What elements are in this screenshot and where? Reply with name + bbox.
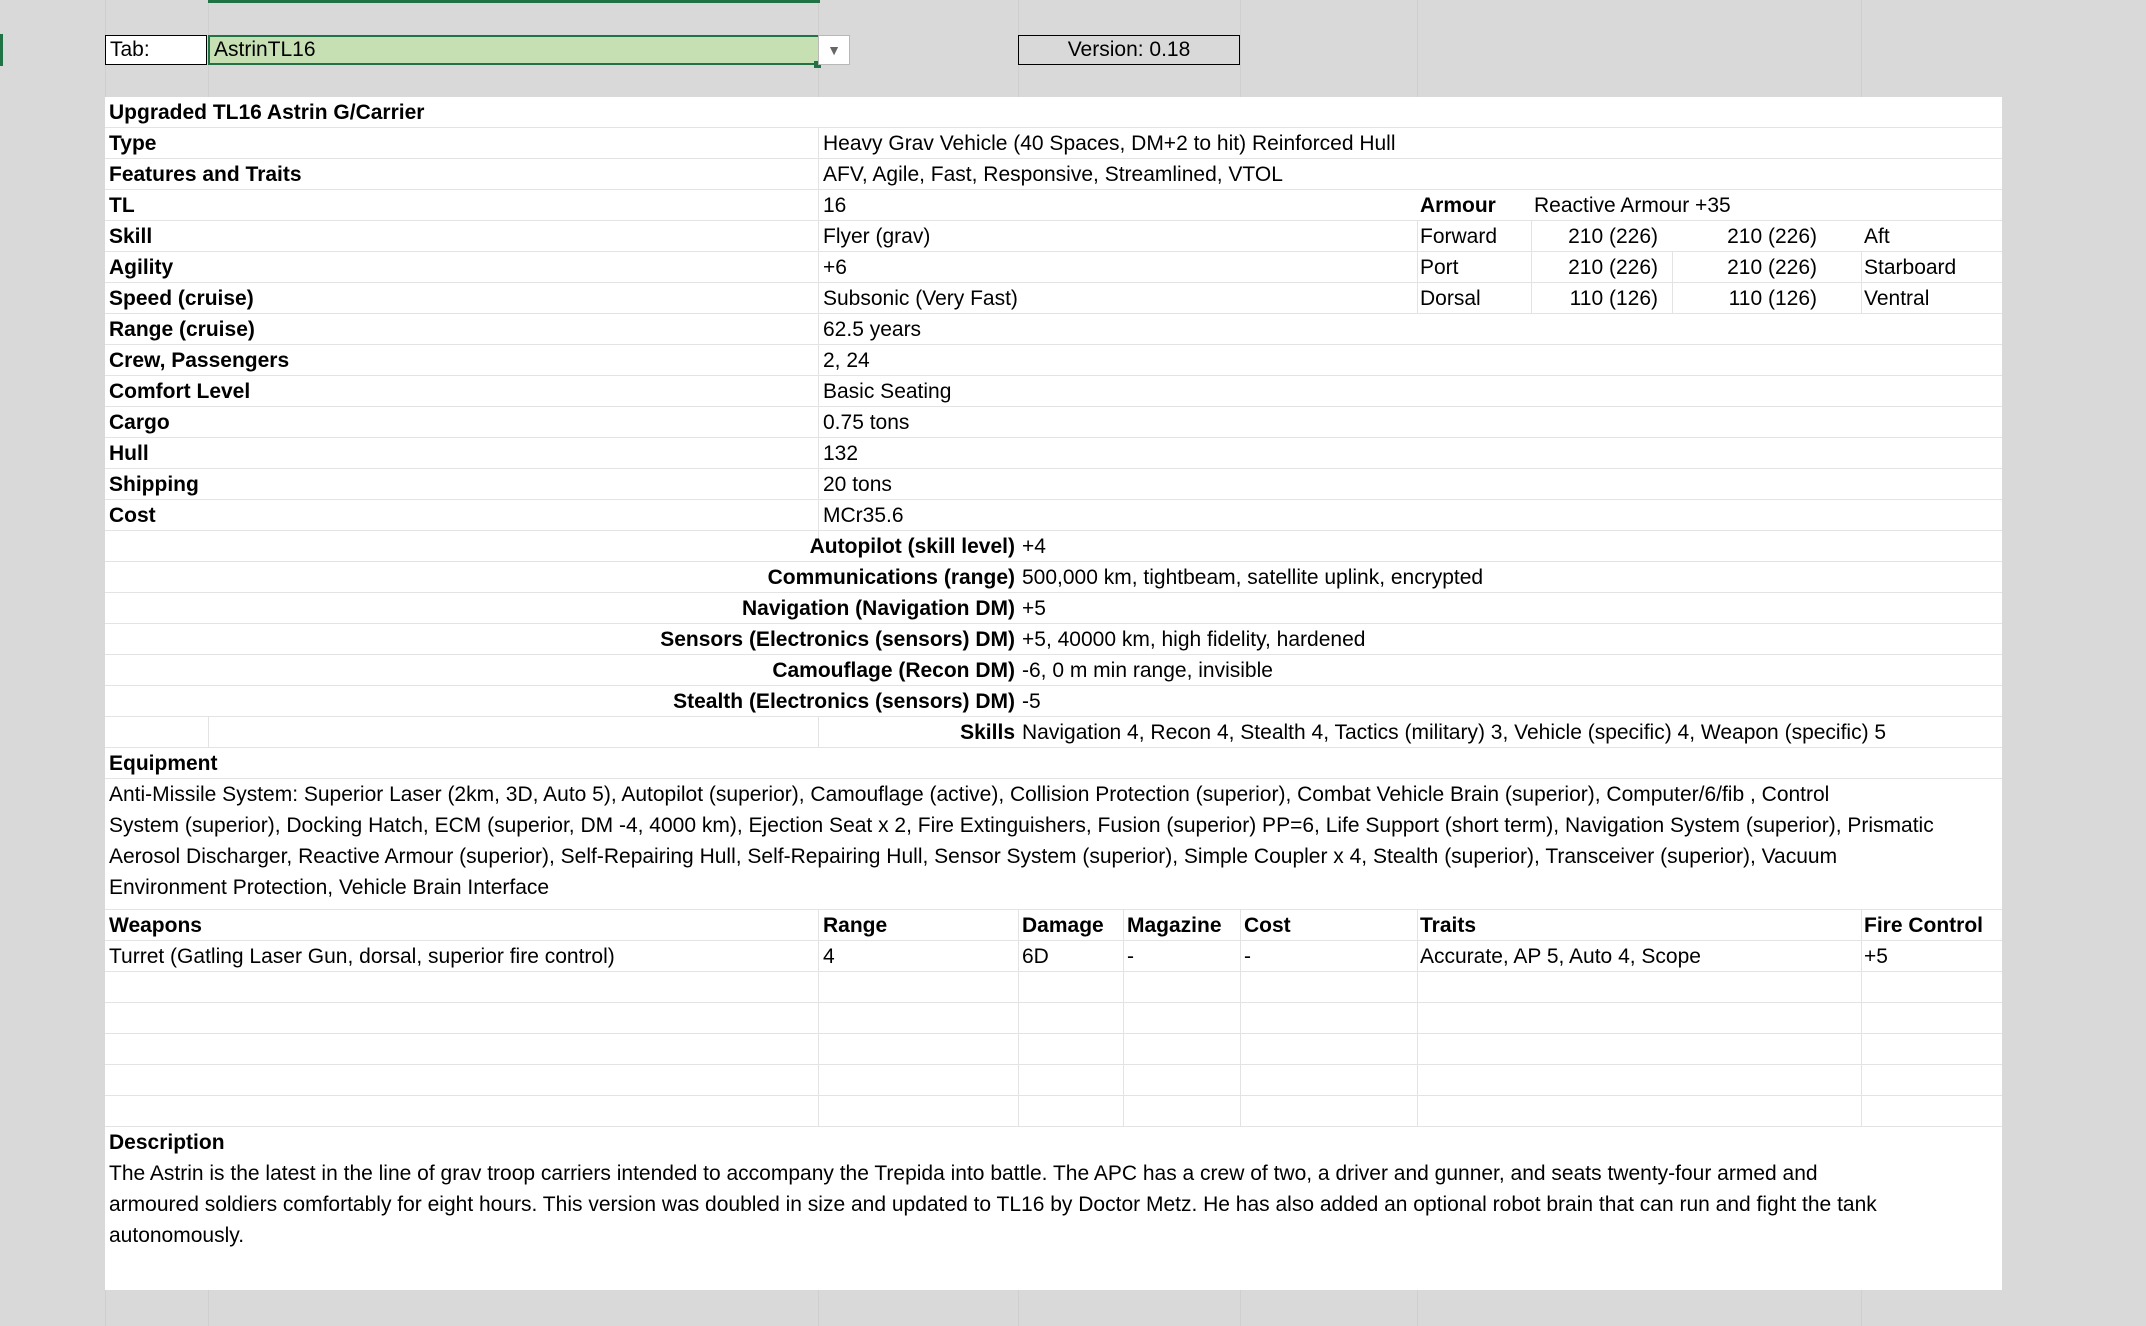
stat-label-cost: Cost (109, 504, 156, 527)
system-label-skills: Skills (960, 721, 1015, 744)
stat-label-crew: Crew, Passengers (109, 349, 290, 372)
tab-select-cell[interactable]: AstrinTL16 (208, 35, 820, 65)
description-line: The Astrin is the latest in the line of grav troop carriers intended to accompany the Trepida into battle. The APC has a crew of two, a driver and gunner, and seats twenty-four armed and (109, 1162, 1818, 1185)
stat-value-speed: Subsonic (Very Fast) (823, 287, 1018, 310)
tab-label: Tab: (105, 35, 207, 65)
vehicle-title: Upgraded TL16 Astrin G/Carrier (109, 101, 425, 124)
system-value-skills: Navigation 4, Recon 4, Stealth 4, Tactics (military) 3, Vehicle (specific) 4, Weapon (specific) 5 (1022, 721, 1887, 744)
stat-value-comfort: Basic Seating (823, 380, 952, 403)
system-label-autopilot: Autopilot (skill level) (809, 535, 1015, 558)
stat-value-cost: MCr35.6 (823, 504, 904, 527)
armour-value-b: 210 (226) (1727, 225, 1817, 248)
equipment-line: System (superior), Docking Hatch, ECM (superior, DM -4, 4000 km), Ejection Seat x 2, Fire Extinguishers, Fusion (superior) PP=6, Life Support (short term), Navigation System (superior), Prismatic (109, 814, 1934, 837)
stat-value-tl: 16 (823, 194, 847, 217)
weapon-damage: 6D (1022, 945, 1049, 968)
armour-value: Reactive Armour +35 (1534, 194, 1731, 217)
stat-label-tl: TL (109, 194, 135, 217)
armour-value-a: 210 (226) (1568, 225, 1658, 248)
weapon-name: Turret (Gatling Laser Gun, dorsal, superior fire control) (109, 945, 615, 968)
armour-facing-left: Forward (1420, 225, 1498, 248)
weapon-cost: - (1244, 945, 1251, 968)
system-value-communications: 500,000 km, tightbeam, satellite uplink, encrypted (1022, 566, 1484, 589)
stat-value-skill: Flyer (grav) (823, 225, 931, 248)
weapon-fire-control: +5 (1864, 945, 1888, 968)
weapons-header-traits: Traits (1420, 914, 1477, 937)
stat-label-type: Type (109, 132, 157, 155)
stat-value-agility: +6 (823, 256, 847, 279)
description-heading: Description (109, 1131, 225, 1154)
stat-label-speed: Speed (cruise) (109, 287, 254, 310)
stat-label-agility: Agility (109, 256, 174, 279)
armour-facing-left: Port (1420, 256, 1459, 279)
armour-value-a: 110 (126) (1569, 287, 1658, 310)
stat-label-skill: Skill (109, 225, 153, 248)
stat-label-shipping: Shipping (109, 473, 199, 496)
active-row-indicator (0, 34, 3, 66)
armour-label: Armour (1420, 194, 1496, 217)
system-label-navigation: Navigation (Navigation DM) (741, 597, 1015, 620)
stat-label-features: Features and Traits (109, 163, 302, 186)
stat-label-range: Range (cruise) (109, 318, 255, 341)
weapons-header-damage: Damage (1022, 914, 1104, 937)
armour-facing-right: Starboard (1864, 256, 1957, 279)
stat-label-comfort: Comfort Level (109, 380, 251, 403)
system-label-camouflage: Camouflage (Recon DM) (772, 659, 1015, 682)
weapon-range: 4 (823, 945, 835, 968)
weapons-header-fire-control: Fire Control (1864, 914, 1983, 937)
stat-value-type: Heavy Grav Vehicle (40 Spaces, DM+2 to hit) Reinforced Hull (823, 132, 1396, 155)
weapon-magazine: - (1127, 945, 1134, 968)
chevron-down-icon: ▼ (827, 42, 841, 58)
system-value-autopilot: +4 (1022, 535, 1046, 558)
system-value-stealth: -5 (1022, 690, 1041, 713)
equipment-heading: Equipment (109, 752, 218, 775)
equipment-line: Aerosol Discharger, Reactive Armour (superior), Self-Repairing Hull, Self-Repairing Hull, Sensor System (superior), Simple Coupler x 4, Stealth (superior), Transceiver (superior), Vacuum (109, 845, 1838, 868)
stat-value-hull: 132 (823, 442, 859, 465)
weapons-header-range: Range (823, 914, 888, 937)
armour-facing-right: Aft (1864, 225, 1890, 248)
stat-value-features: AFV, Agile, Fast, Responsive, Streamlined, VTOL (823, 163, 1283, 186)
weapons-header-cost: Cost (1244, 914, 1291, 937)
vehicle-sheet (105, 97, 2002, 1290)
armour-facing-right: Ventral (1864, 287, 1930, 310)
weapons-header-name: Weapons (109, 914, 202, 937)
armour-value-b: 210 (226) (1727, 256, 1817, 279)
equipment-line: Anti-Missile System: Superior Laser (2km, 3D, Auto 5), Autopilot (superior), Camouflage (active), Collision Protection (superior), Combat Vehicle Brain (superior), Computer/6/fib , Control (109, 783, 1830, 806)
stat-value-crew: 2, 24 (823, 349, 870, 372)
system-value-navigation: +5 (1022, 597, 1046, 620)
version-label: Version: 0.18 (1018, 35, 1240, 65)
description-line: armoured soldiers comfortably for eight hours. This version was doubled in size and updated to TL16 by Doctor Metz. He has also added an optional robot brain that can run and fight the tank (109, 1193, 1877, 1216)
stat-label-cargo: Cargo (109, 411, 170, 434)
armour-value-b: 110 (126) (1728, 287, 1817, 310)
stat-value-cargo: 0.75 tons (823, 411, 910, 434)
active-column-indicator (208, 0, 820, 3)
weapons-header-magazine: Magazine (1127, 914, 1222, 937)
system-label-stealth: Stealth (Electronics (sensors) DM) (673, 690, 1015, 713)
stat-value-shipping: 20 tons (823, 473, 892, 496)
description-line: autonomously. (109, 1224, 245, 1247)
weapon-traits: Accurate, AP 5, Auto 4, Scope (1420, 945, 1701, 968)
tab-dropdown-button[interactable] (818, 35, 850, 65)
equipment-line: Environment Protection, Vehicle Brain Interface (109, 876, 550, 899)
system-value-camouflage: -6, 0 m min range, invisible (1022, 659, 1273, 682)
system-label-communications: Communications (range) (767, 566, 1015, 589)
armour-facing-left: Dorsal (1420, 287, 1481, 310)
stat-label-hull: Hull (109, 442, 149, 465)
stat-value-range: 62.5 years (823, 318, 922, 341)
system-label-sensors: Sensors (Electronics (sensors) DM) (660, 628, 1015, 651)
system-value-sensors: +5, 40000 km, high fidelity, hardened (1022, 628, 1366, 651)
armour-value-a: 210 (226) (1568, 256, 1658, 279)
